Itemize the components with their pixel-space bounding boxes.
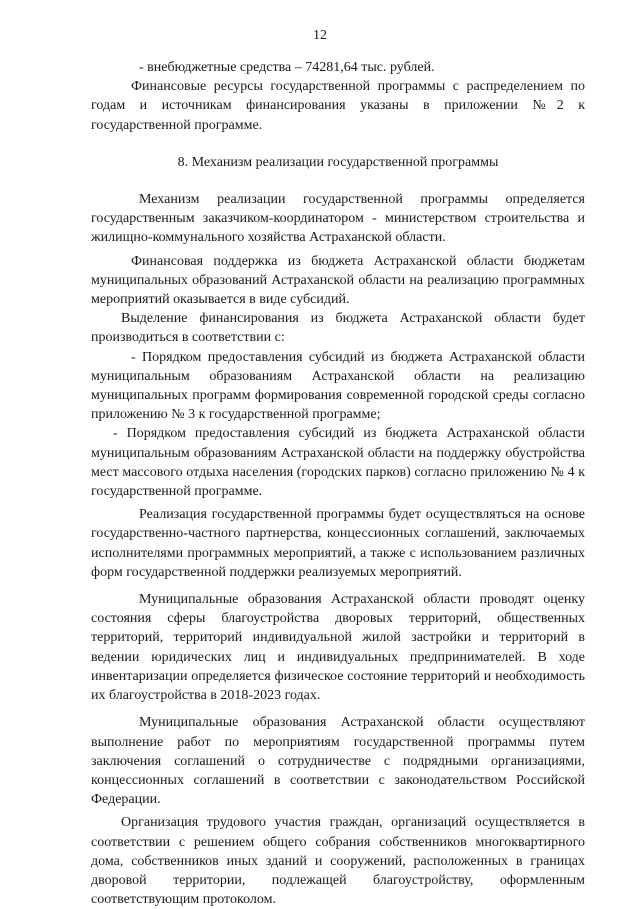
paragraph-municipal-assessment: Муниципальные образования Астраханской области проводят оценку состояния сферы благоустройства дворовых территорий, общественных территорий, территорий индивидуальной жилой застройки и территорий в ведении юридических лиц и индивидуальных предпринимателей. В ходе инвентаризации определяется физическое состояние территорий и необходимость их благоустройства в 2018-2023 годах. [91,592,585,704]
document-body [91,58,585,909]
paragraph-extrabudget: - внебюджетные средства – 74281,64 тыс. рублей. [139,60,435,75]
page-number: 12 [313,28,327,43]
paragraph-implementation: Реализация государственной программы будет осуществляться на основе государственно-частного партнерства, концессионных соглашений, заключаемых исполнителями программных мероприятий, а также с использованием различных форм государственной поддержки реализуемых мероприятий. [91,507,585,580]
paragraph-mechanism: Механизм реализации государственной программы определяется государственным заказчиком-координатором - министерством строительства и жилищно-коммунального хозяйства Астраханской области. [91,192,585,246]
paragraph-municipal-works: Муниципальные образования Астраханской области осуществляют выполнение работ по мероприятиям государственной программы путем заключения соглашений о сотрудничестве с подрядными организациями, концессионных соглашений в соответствии с законодательством Российской Федерации. [91,715,585,808]
paragraph-financial-resources: Финансовые ресурсы государственной программы с распределением по годам и источникам финансирования указаны в приложении №2 к государственной программе. [91,79,585,133]
section-heading: 8. Механизм реализации государственной программы [177,154,499,170]
paragraph-allocation: Выделение финансирования из бюджета Астраханской области будет производиться в соответствии с: [91,311,585,346]
paragraph-financial-support: Финансовая поддержка из бюджета Астраханской области бюджетам муниципальных образований Астраханской области на реализацию программных мероприятий оказывается в виде субсидий. [91,253,585,308]
paragraph-labor-participation: Организация трудового участия граждан, организаций осуществляется в соответствии с решением общего собрания собственников многоквартирного дома, собственников иных зданий и сооружений, расположенных в границах дворовой территории, подлежащей благоустройству, оформленным соответствующим протоколом. [91,815,585,908]
list-item-procedure-3: - Порядком предоставления субсидий из бюджета Астраханской области муниципальным образованиям Астраханской области на реализацию муниципальных программ формирования современной городской среды согласно приложению № 3 к государственной программе; [91,349,585,423]
list-item-procedure-4: - Порядком предоставления субсидий из бюджета Астраханской области муниципальным образованиям Астраханской области на поддержку обустройства мест массового отдыха населения (городских парков) согласно приложению № 4 к государственной программе. [91,426,585,500]
